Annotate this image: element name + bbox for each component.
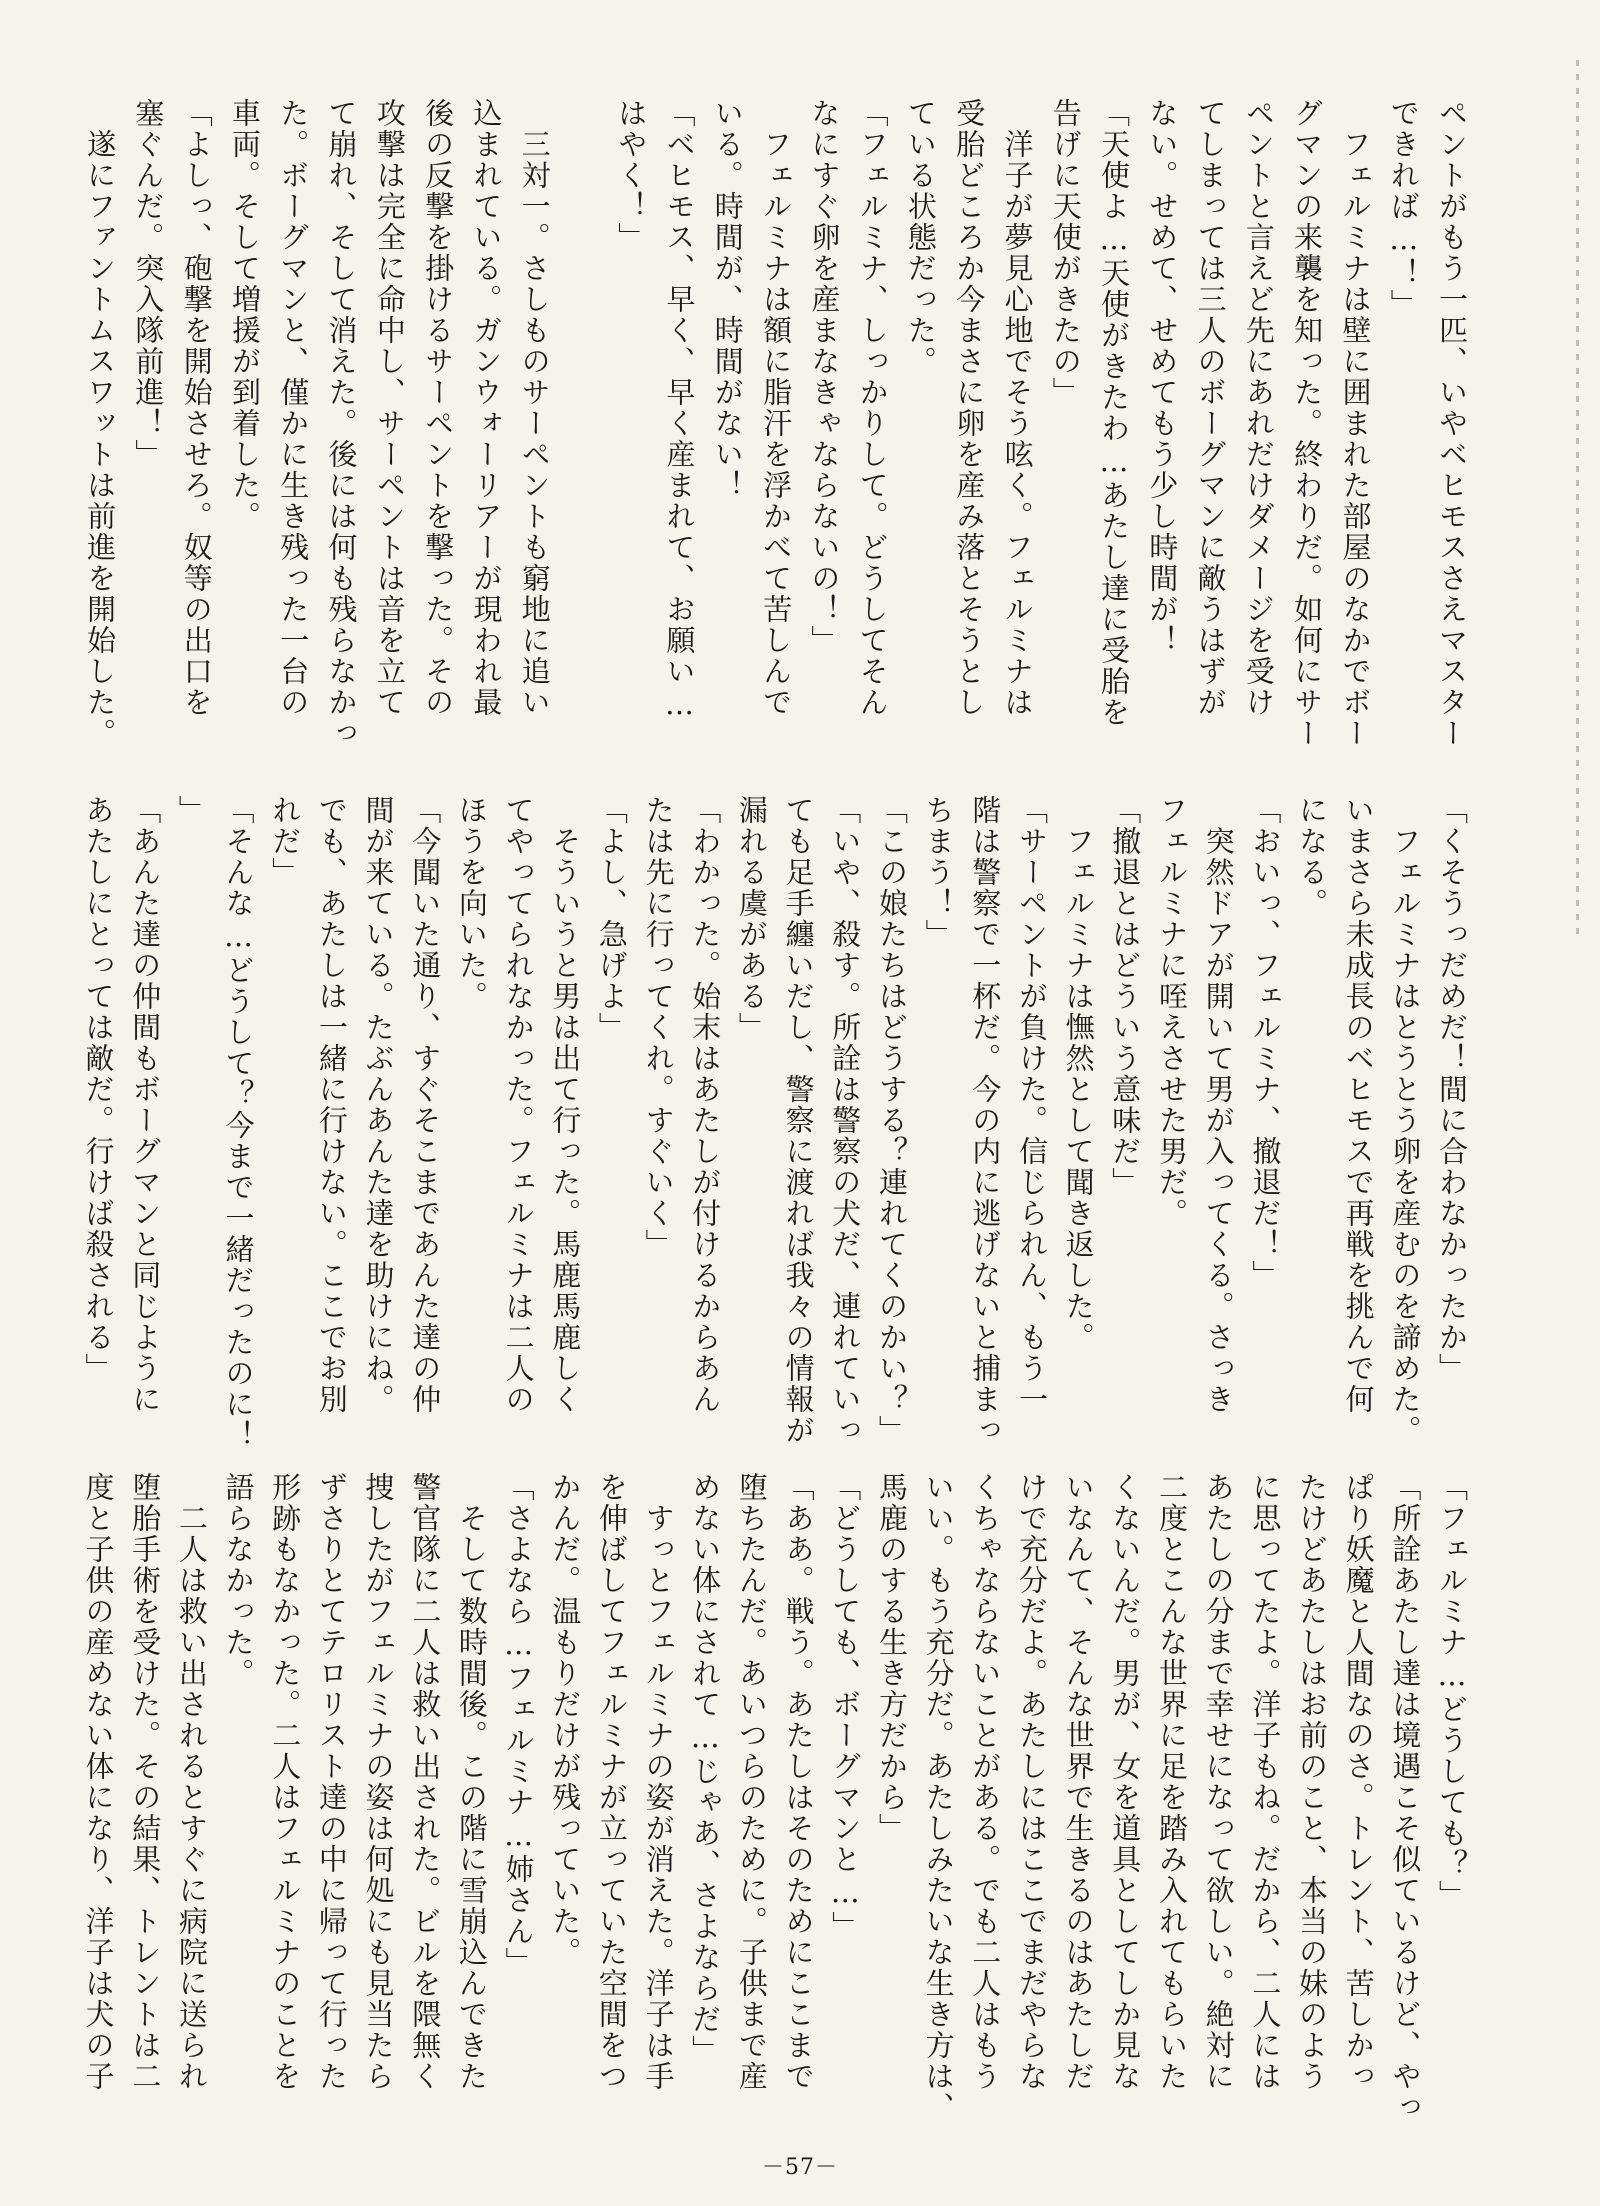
text-line: 「そんな…どうして？今まで一緒だったのに！	[221, 795, 256, 1451]
text-line: 突然ドアが開いて男が入ってくる。さっき	[1201, 795, 1236, 1415]
text-line: 堕胎手術を受けた。その結果、トレントは二	[128, 1472, 163, 2092]
text-line: て崩れ、そして消えた。後には何も残らなかっ	[324, 98, 359, 749]
text-line: ペントと言えど先にあれだけダメージを受け	[1241, 98, 1276, 718]
text-line: そういうと男は出て行った。馬鹿馬鹿しく	[548, 795, 583, 1415]
text-line: 「さよなら…フェルミナ…姉さん」	[501, 1472, 536, 1978]
text-line: 攻撃は完全に命中し、サーペントは音を立て	[372, 98, 407, 718]
text-line: たけどあたしはお前のこと、本当の妹のよう	[1294, 1472, 1329, 2092]
text-tier-bottom	[78, 1472, 1478, 2132]
text-line: 「あんた達の仲間もボーグマンと同じように	[128, 795, 163, 1415]
text-line: フェルミナはとうとう卵を産むのを諦めた。	[1388, 795, 1423, 1446]
text-line: くちゃならないことがある。でも二人はもう	[968, 1472, 1003, 2092]
text-line: 「ああ。戦う。あたしはそのためにここまで	[781, 1472, 816, 2092]
text-tier-middle	[78, 795, 1478, 1455]
text-line: いい。もう充分だ。あたしみたいな生き方は、	[921, 1472, 956, 2123]
text-line: てやってられなかった。フェルミナは二人の	[501, 795, 536, 1415]
text-line: 「この娘たちはどうする？連れてくのかい？」	[874, 795, 909, 1446]
text-line: ても足手纏いだし、警察に渡れば我々の情報が	[781, 795, 816, 1446]
text-line: フェルミナは壁に囲まれた部屋のなかでボー	[1338, 98, 1373, 749]
text-line: ほうを向いた。	[454, 795, 489, 1012]
text-line: 「どうしても、ボーグマンと…」	[828, 1472, 863, 1942]
text-line: れだ」	[268, 795, 303, 888]
text-line: はやく！」	[614, 98, 649, 253]
text-line: になる。	[1294, 795, 1329, 919]
text-line: 「わかった。始末はあたしが付けるからあん	[688, 795, 723, 1415]
text-line: あたしの分まで幸せになって欲しい。絶対に	[1201, 1472, 1236, 2092]
text-line: 二度とこんな世界に足を踏み入れてもらいた	[1154, 1472, 1189, 2092]
text-line: できれば…！」	[1386, 98, 1421, 320]
text-line: フェルミナは額に脂汗を浮かべて苦しんで	[759, 98, 794, 718]
text-line: 「天使よ…天使がきたわ…あたし達に受胎を	[1097, 98, 1132, 728]
text-line: すっとフェルミナの姿が消えた。洋子は手	[641, 1472, 676, 2092]
text-line: 「ベヒモス、早く、早く産まれて、お願い…	[662, 98, 697, 723]
text-line: 洋子が夢見心地でそう呟く。フェルミナは	[1000, 98, 1035, 718]
text-line: グマンの来襲を知った。終わりだ。如何にサー	[1290, 98, 1325, 749]
text-line: 「フェルミナ、しっかりして。どうしてそん	[855, 98, 890, 718]
text-line: 警官隊に二人は救い出された。ビルを隈無く	[408, 1472, 443, 2092]
text-line: ペントがもう一匹、いやベヒモスさえマスター	[1435, 98, 1469, 749]
text-line: 「いや、殺す。所詮は警察の犬だ、連れていっ	[828, 795, 863, 1446]
text-line: 形跡もなかった。二人はフェルミナのことを	[268, 1472, 303, 2092]
text-line: 漏れる虞がある」	[734, 795, 769, 1043]
text-line: 告げに天使がきたの」	[1048, 98, 1083, 408]
text-line: ている状態だった。	[903, 98, 938, 377]
text-tier-top	[78, 98, 1478, 758]
text-line: 込まれている。ガンウォーリアーが現われ最	[469, 98, 504, 718]
text-line: くないんだ。男が、女を道具としてしか見な	[1108, 1472, 1143, 2092]
text-line: 遂にファントムスワットは前進を開始した。	[83, 98, 118, 749]
text-line: 車両。そして増援が到着した。	[227, 98, 262, 532]
text-line: 「くそうっだめだ！間に合わなかったか」	[1435, 795, 1469, 1384]
text-line: あたしにとっては敵だ。行けば殺される」	[81, 795, 116, 1384]
text-line	[561, 98, 609, 758]
text-line: いなんて、そんな世界で生きるのはあたしだ	[1061, 1472, 1096, 2092]
text-line: 捜したがフェルミナの姿は何処にも見当たら	[361, 1472, 396, 2092]
text-line: 」	[174, 795, 209, 826]
text-line: 塞ぐんだ。突入隊前進！」	[131, 98, 166, 470]
page-number: －57－	[762, 2155, 838, 2180]
text-line: 馬鹿のする生き方だから」	[874, 1472, 909, 1844]
text-line: 「所詮あたし達は境遇こそ似ているけど、やっ	[1388, 1472, 1423, 2123]
text-line: 度と子供の産めない体になり、洋子は犬の子	[81, 1472, 116, 2092]
text-line: 三対一。さしものサーペントも窮地に追い	[517, 98, 552, 718]
text-line: いまさら未成長のベヒモスで再戦を挑んで何	[1341, 795, 1376, 1415]
text-line: ちまう！」	[921, 795, 956, 950]
text-line: ぱり妖魔と人間なのさ。トレント、苦しかっ	[1341, 1472, 1376, 2092]
text-line: 「おいっ、フェルミナ、撤退だ！」	[1248, 795, 1283, 1291]
text-line: フェルミナに咥えさせた男だ。	[1154, 795, 1189, 1229]
text-line: 「よし、急げよ」	[594, 795, 629, 1043]
text-line: 階は警察で一杯だ。今の内に逃げないと捕まっ	[968, 795, 1003, 1446]
text-line: 語らなかった。	[221, 1472, 256, 1689]
text-line: 「よしっ、砲撃を開始させろ。奴等の出口を	[179, 98, 214, 718]
text-line: フェルミナは憮然として聞き返した。	[1061, 795, 1096, 1353]
text-line: 「今聞いた通り、すぐそこまであんた達の仲	[408, 795, 443, 1415]
text-line: 受胎どころか今まさに卵を産み落とそうとし	[952, 98, 987, 718]
text-line: 間が来ている。たぶんあんた達を助けにね。	[361, 795, 396, 1415]
text-line: ない。せめて、せめてもう少し時間が！	[1145, 98, 1180, 656]
text-line: 「フェルミナ…どうしても？」	[1435, 1472, 1469, 1911]
scan-margin-mark	[1576, 60, 1579, 940]
text-line: 後の反撃を掛けるサーペントを撃った。その	[421, 98, 456, 718]
text-line: 堕ちたんだ。あいつらのために。子供まで産	[734, 1472, 769, 2092]
text-line: けで充分だよ。あたしにはここでまだやらな	[1014, 1472, 1049, 2092]
text-line: てしまっては三人のボーグマンに敵うはずが	[1193, 98, 1228, 718]
text-line: かんだ。温もりだけが残っていた。	[548, 1472, 583, 1968]
text-line: たは先に行ってくれ。すぐいく」	[641, 795, 676, 1260]
text-line: 「サーペントが負けた。信じられん、もう一	[1014, 795, 1049, 1415]
text-line: を伸ばしてフェルミナが立っていた空間をつ	[594, 1472, 629, 2092]
text-line: 「撤退とはどういう意味だ」	[1108, 795, 1143, 1198]
text-line: なにすぐ卵を産まなきゃならないの！」	[807, 98, 842, 656]
text-line: 二人は救い出されるとすぐに病院に送られ	[174, 1472, 209, 2092]
text-line: た。ボーグマンと、僅かに生き残った一台の	[276, 98, 311, 718]
text-line: めない体にされて…じゃあ、さよならだ」	[688, 1472, 723, 2066]
text-line: に思ってたよ。洋子もね。だから、二人には	[1248, 1472, 1283, 2092]
text-line: そして数時間後。この階に雪崩込んできた	[454, 1472, 489, 2092]
text-line: でも、あたしは一緒に行けない。ここでお別	[314, 795, 349, 1415]
text-line: ずさりとてテロリスト達の中に帰って行った	[314, 1472, 349, 2092]
text-line: いる。時間が、時間がない！	[710, 98, 745, 501]
